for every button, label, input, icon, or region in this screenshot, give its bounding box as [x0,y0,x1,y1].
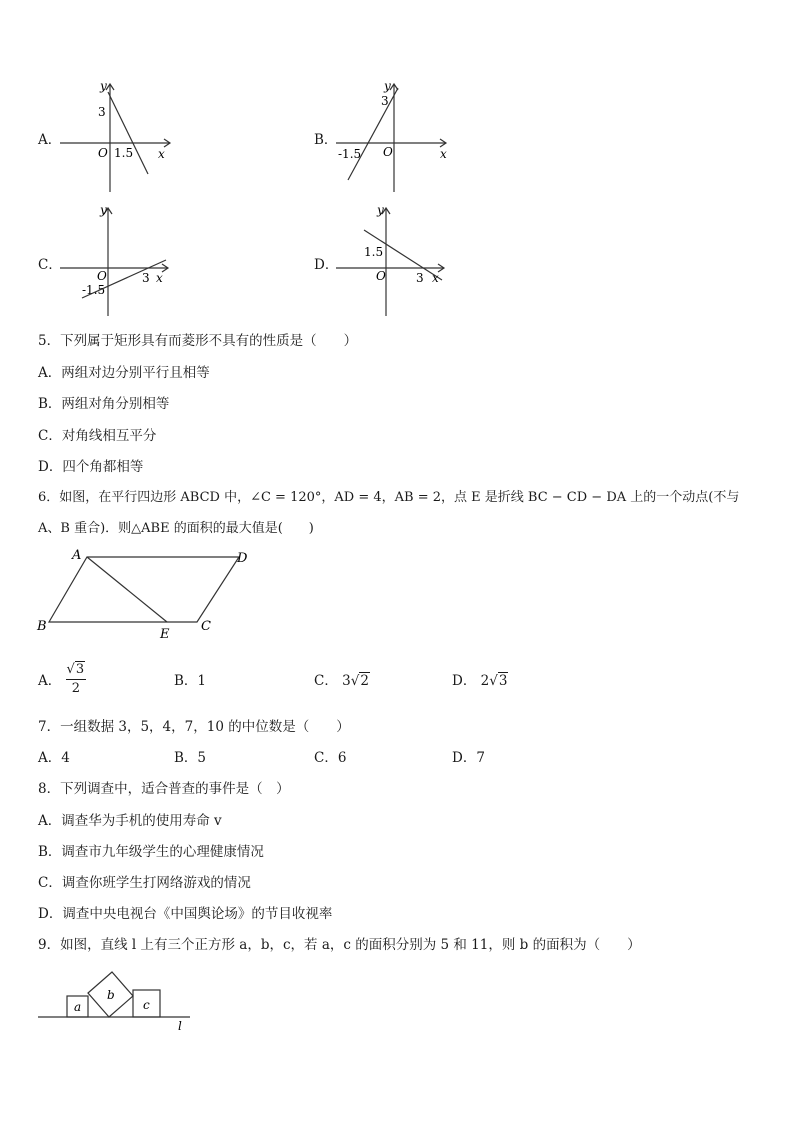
q7-stem: 7．一组数据 3，5，4，7，10 的中位数是（ ） [38,719,350,735]
q5-stem: 5．下列属于矩形具有而菱形不具有的性质是（ ） [38,333,358,349]
x-intercept-label: 3 [142,271,150,285]
vertex-d-label: D [237,551,248,566]
y-intercept-label: -1.5 [82,283,106,297]
square-b-label: b [107,988,115,1002]
q5-option-b: B．两组对角分别相等 [38,396,170,412]
line-l-label: l [178,1019,182,1033]
q9-stem: 9．如图，直线 l 上有三个正方形 a，b，c，若 a，c 的面积分别为 5 和 11，则 b 的面积为（ ） [38,937,641,953]
q5-option-d: D．四个角都相等 [38,459,144,475]
q7-option-d: D．7 [452,750,485,766]
y-axis-label: y [100,79,107,93]
fraction-sqrt3-over-2: $\frac{√3}{2}$ [66,662,85,696]
square-c-label: c [143,998,150,1012]
q6-parallelogram-figure [34,546,264,642]
q5-option-a: A．两组对边分别平行且相等 [38,365,210,381]
q4-option-a-label: A． [38,132,62,148]
y-axis-label: y [377,203,384,217]
q4-graph-c [60,202,180,318]
q6-option-d: D． 2√3 [452,673,508,689]
origin-label: O [97,269,107,283]
x-intercept-label: 1.5 [114,146,134,160]
fraction-numerator: 3 [75,662,85,677]
origin-label: O [376,269,386,283]
x-axis-label: x [156,271,163,285]
graph-line [108,92,148,174]
q8-option-c: C．调查你班学生打网络游戏的情况 [38,875,251,891]
q5-option-c: C．对角线相互平分 [38,428,157,444]
parallelogram-abcd [49,557,239,622]
square-a-label: a [74,1000,82,1014]
q4-graph-b [336,78,456,194]
fraction-denominator: 2 [71,681,80,696]
origin-label: O [383,145,393,159]
q6-option-c: C． 3√2 [314,673,369,689]
q6-stem-line2: A、B 重合)．则△ABE 的面积的最大值是( ) [38,521,314,536]
q6-option-c-coef: 3 [342,673,351,689]
y-intercept-label: 1.5 [364,245,384,259]
q9-squares-figure [36,962,196,1034]
q6-option-d-radicand: 3 [498,673,508,689]
q4-graph-a [60,78,180,194]
q6-option-a-prefix: A． [38,673,62,689]
q4-option-c-label: C． [38,257,62,273]
y-intercept-label: 3 [98,105,106,119]
vertex-a-label: A [72,548,82,563]
q4-option-d-label: D． [314,257,339,273]
q6-option-c-prefix: C． [314,673,338,689]
q4-graph-d [336,202,456,318]
q6-option-d-coef: 2 [480,673,490,689]
graph-line [348,88,398,180]
y-axis-label: y [384,79,391,93]
q8-option-a: A．调查华为手机的使用寿命 v [38,813,222,829]
q8-option-b: B．调查市九年级学生的心理健康情况 [38,844,264,860]
q6-option-b: B．1 [174,673,207,689]
q6-option-d-prefix: D． [452,673,477,689]
origin-label: O [98,146,108,160]
x-intercept-label: 3 [416,271,424,285]
x-intercept-label: -1.5 [338,147,362,161]
vertex-c-label: C [201,619,211,634]
x-axis-label: x [158,147,165,161]
point-e-label: E [160,627,170,642]
y-intercept-label: 3 [381,94,389,108]
q7-option-b: B．5 [174,750,207,766]
q6-option-a [38,664,86,699]
x-axis-label: x [432,271,439,285]
q6-option-c-radicand: 2 [360,673,369,689]
q7-option-c: C．6 [314,750,347,766]
q6-stem-line1: 6．如图，在平行四边形 ABCD 中，∠C = 120°，AD = 4，AB = 2，点 E 是折线 BC − CD − DA 上的一个动点(不与 [38,490,740,505]
segment-ae [87,557,167,622]
x-axis-label: x [440,147,447,161]
q4-option-b-label: B． [314,132,338,148]
q8-option-d: D．调查中央电视台《中国舆论场》的节目收视率 [38,906,333,922]
q8-stem: 8．下列调查中，适合普查的事件是（ ） [38,781,290,797]
q7-option-a: A．4 [38,750,70,766]
vertex-b-label: B [37,619,47,634]
y-axis-label: y [100,203,107,217]
